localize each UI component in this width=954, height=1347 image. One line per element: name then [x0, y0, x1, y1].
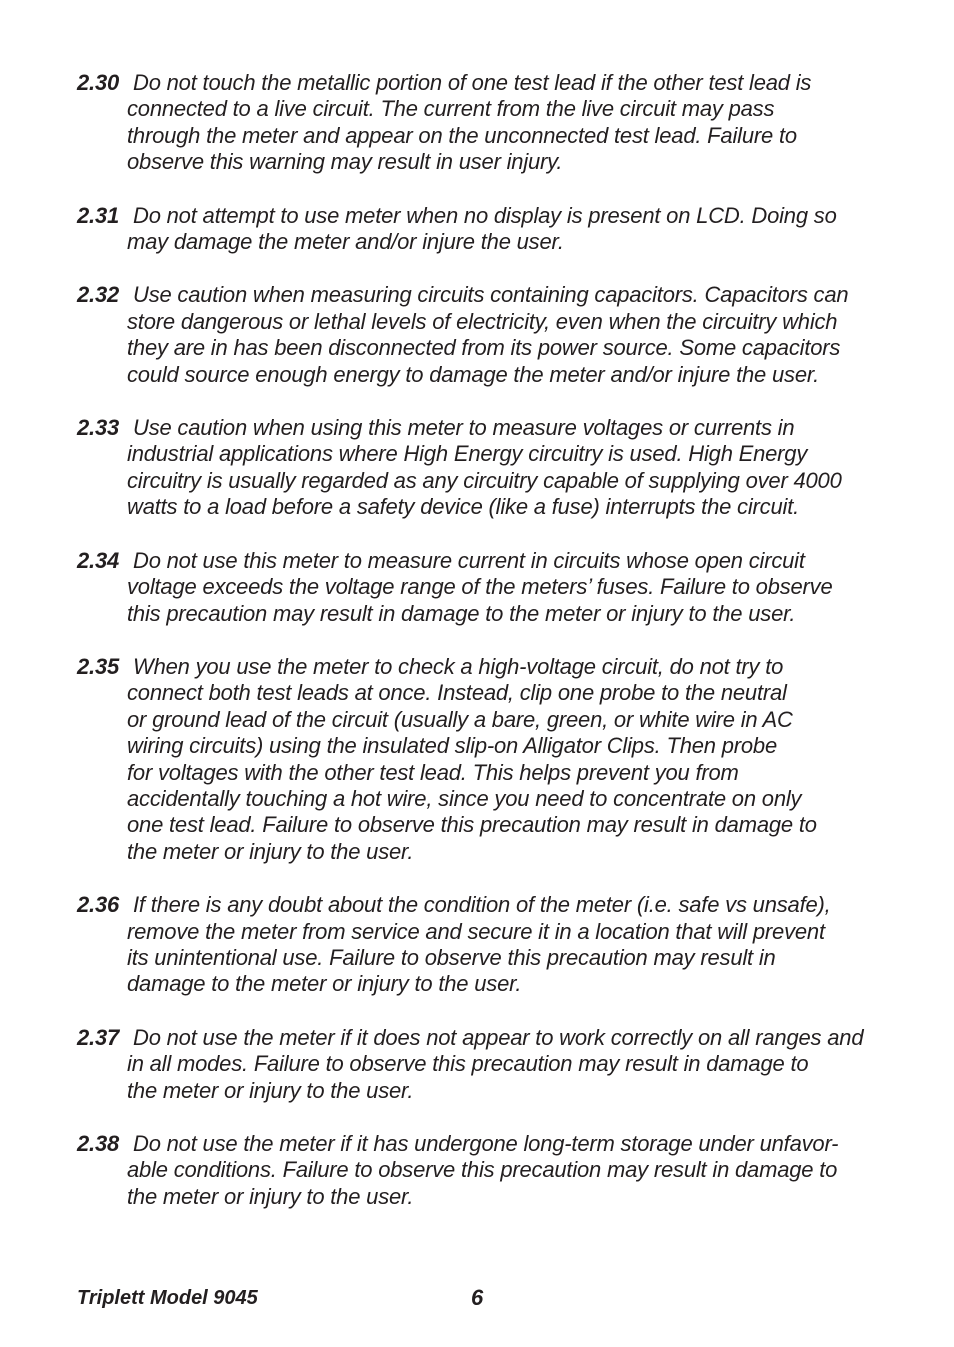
safety-item: [77, 654, 889, 865]
safety-item-line: circuitry is usually regarded as any circuitry capable of supplying over 4000: [127, 467, 842, 493]
safety-item: [77, 282, 889, 388]
safety-item: [77, 548, 889, 627]
safety-item-line: [77, 1131, 889, 1157]
item-number: 2.33: [77, 415, 120, 441]
item-number: 2.34: [77, 547, 120, 573]
safety-item-line: store dangerous or lethal levels of electricity, even when the circuitry which: [127, 308, 838, 334]
safety-item-line: through the meter and appear on the unconnected test lead. Failure to: [127, 122, 797, 148]
safety-item-line: the meter or injury to the user.: [127, 1077, 414, 1103]
safety-item-line: could source enough energy to damage the meter and/or injure the user.: [127, 361, 820, 387]
safety-item-line: the meter or injury to the user.: [127, 1183, 414, 1209]
safety-item: [77, 415, 889, 521]
safety-items-list: [77, 70, 889, 1237]
safety-item-line: in all modes. Failure to observe this precaution may result in damage to: [127, 1051, 809, 1077]
page-number: 6: [471, 1285, 484, 1310]
item-text: Do not use the meter if it does not appear to work correctly on all ranges and: [133, 1024, 864, 1050]
safety-item-line: industrial applications where High Energy circuitry is used. High Energy: [127, 441, 808, 467]
safety-item-line: [77, 415, 889, 441]
safety-item-line: may damage the meter and/or injure the user.: [127, 229, 564, 255]
item-text: If there is any doubt about the condition of the meter (i.e. safe vs unsafe),: [133, 892, 831, 918]
item-number: 2.32: [77, 282, 120, 308]
safety-item-line: watts to a load before a safety device (like a fuse) interrupts the circuit.: [127, 494, 800, 520]
safety-item-line: for voltages with the other test lead. This helps prevent you from: [127, 759, 739, 785]
safety-item: [77, 203, 889, 256]
safety-item-line: [77, 1025, 889, 1051]
safety-item-line: voltage exceeds the voltage range of the meters’ fuses. Failure to observe: [127, 574, 833, 600]
safety-item-line: [77, 70, 889, 96]
safety-item: [77, 1131, 889, 1210]
safety-item-line: able conditions. Failure to observe this precaution may result in damage to: [127, 1157, 838, 1183]
safety-item: [77, 892, 889, 998]
safety-item-line: observe this warning may result in user injury.: [127, 149, 563, 175]
item-text: Do not use the meter if it has undergone long-term storage under unfavor-: [133, 1131, 839, 1156]
safety-item-line: [77, 654, 889, 680]
safety-item: [77, 1025, 889, 1104]
item-text: Do not attempt to use meter when no display is present on LCD. Doing so: [133, 202, 837, 228]
item-text: When you use the meter to check a high-voltage circuit, do not try to: [133, 653, 784, 679]
item-text: Use caution when measuring circuits containing capacitors. Capacitors can: [133, 282, 849, 308]
item-text: Use caution when using this meter to measure voltages or currents in: [133, 415, 795, 441]
safety-item-line: its unintentional use. Failure to observe this precaution may result in: [127, 944, 776, 970]
safety-item-line: they are in has been disconnected from its power source. Some capacitors: [127, 335, 841, 361]
safety-item-line: this precaution may result in damage to the meter or injury to the user.: [127, 600, 796, 626]
safety-item-line: [77, 548, 889, 574]
item-number: 2.30: [77, 70, 120, 95]
safety-item-line: connected to a live circuit. The current from the live circuit may pass: [127, 96, 775, 122]
safety-item: [77, 70, 889, 176]
page-footer: [77, 1287, 889, 1313]
item-text: Do not touch the metallic portion of one test lead if the other test lead is: [133, 70, 812, 95]
safety-item-line: remove the meter from service and secure it in a location that will prevent: [127, 918, 825, 944]
item-number: 2.36: [77, 892, 120, 918]
safety-item-line: damage to the meter or injury to the user.: [127, 971, 522, 997]
safety-item-line: connect both test leads at once. Instead, clip one probe to the neutral: [127, 680, 787, 706]
safety-item-line: [77, 203, 889, 229]
safety-item-line: the meter or injury to the user.: [127, 838, 414, 864]
safety-item-line: [77, 892, 889, 918]
safety-item-line: wiring circuits) using the insulated slip-on Alligator Clips. Then probe: [127, 733, 777, 759]
safety-item-line: or ground lead of the circuit (usually a bare, green, or white wire in AC: [127, 706, 793, 732]
item-number: 2.35: [77, 653, 120, 679]
safety-item-line: one test lead. Failure to observe this precaution may result in damage to: [127, 812, 817, 838]
item-text: Do not use this meter to measure current in circuits whose open circuit: [133, 547, 805, 573]
item-number: 2.38: [77, 1131, 120, 1156]
footer-model-name: Triplett Model 9045: [77, 1287, 258, 1309]
safety-item-line: [77, 282, 889, 308]
item-number: 2.37: [77, 1024, 120, 1050]
safety-item-line: accidentally touching a hot wire, since you need to concentrate on only: [127, 785, 802, 811]
item-number: 2.31: [77, 202, 120, 228]
